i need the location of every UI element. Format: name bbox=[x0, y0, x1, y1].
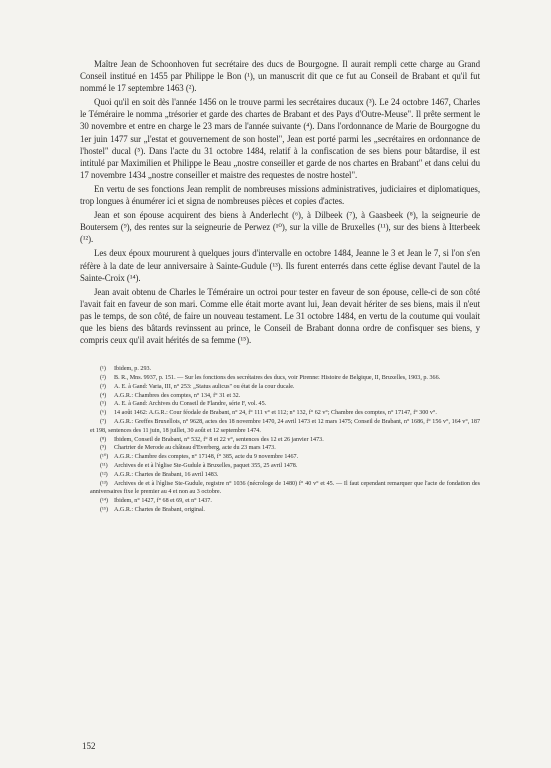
footnote: (⁹) Chartrier de Merode au château d'Everberg, acte du 23 mars 1473. bbox=[100, 445, 276, 452]
paragraph: Maître Jean de Schoonhoven fut secrétaire des ducs de Bourgogne. Il aurait rempli cette charge au Grand Conseil institué en 1455 par Philippe le Bon (¹), un manuscrit dit que ce fut au Conseil de Brabant et qu'il fut nommé le 17 septembre 1463 (²). bbox=[80, 59, 480, 94]
body-text bbox=[80, 58, 480, 346]
footnote: (¹²) A.G.R.: Chartes de Brabant, 16 avril 1483. bbox=[100, 471, 219, 478]
footnotes bbox=[80, 365, 480, 515]
footnote: (⁴) A.G.R.: Chambres des comptes, n° 134, f° 31 et 32. bbox=[100, 392, 241, 399]
footnote: (¹¹) Archives de et à l'église Ste-Gudule à Bruxelles, paquet 355, 25 avril 1478. bbox=[100, 462, 298, 469]
footnote: (¹) Ibidem, p. 293. bbox=[100, 366, 152, 373]
footnote: (¹³) Archives de et à l'église Ste-Gudule, registre n° 1036 (nécrologe de 1480) f° 40 v° et 45. — Il faut cependant remarquer que l'acte de fondation des anniversaires fixe le premier au 4 et non au 3 octobre. bbox=[90, 480, 480, 496]
paragraph: Quoi qu'il en soit dès l'année 1456 on le trouve parmi les secrétaires ducaux (³). Le 24 octobre 1467, Charles le Téméraire le nomma „trésorier et garde des chartes de Brabant et des Pays d'Outre-Meuse". Il prête serment le 30 novembre et entre en charge le 23 mars de l'année suivante (⁴). Dans l'ordonnance de Marie de Bourgogne du 1er juin 1477 sur „l'estat et gouvernement de son hostel", Jean est porté parmi les „secrétaires en ordonnance de l'hostel" ducal (⁵). Dans l'acte du 31 octobre 1484, relatif à la confiscation de ses biens pour bâtardise, il est intitulé par Maximilien et Philippe le Beau „nostre conseiller et garde de nos chartes en Brabant" et dans celui du 17 novembre 1434 „nostre conseiller et maistre des requestes de nostre hostel". bbox=[80, 97, 480, 180]
footnote: (¹⁴) Ibidem, n° 1427, f° 68 et 69, et n° 1437. bbox=[100, 498, 212, 505]
footnote: (⁸) Ibidem, Conseil de Brabant, n° 532, f° 8 et 22 v°, sentences des 12 et 26 janvier 1473. bbox=[100, 436, 324, 443]
footnote: (³) A. E. à Gand: Varia, III, n° 253: „Status aulicus" ou état de la cour ducale. bbox=[100, 383, 295, 390]
paragraph: Les deux époux moururent à quelques jours d'intervalle en octobre 1484, Jeanne le 3 et Jean le 7, si l'on s'en réfère à la date de leur anniversaire à Sainte-Gudule (¹³). Ils furent enterrés dans cette église devant l'autel de la Sainte-Croix (¹⁴). bbox=[80, 248, 480, 283]
paragraph: Jean et son épouse acquirent des biens à Anderlecht (⁶), à Dilbeek (⁷), à Gaasbeek (⁸), la seigneurie de Boutersem (⁹), des rentes sur la seigneurie de Perwez (¹⁰), sur la ville de Bruxelles (¹¹), sur des biens à Itterbeek (¹²). bbox=[80, 210, 480, 245]
footnote: (⁶) 14 août 1462: A.G.R.: Cour féodale de Brabant, n° 24, f° 111 v° et 112; n° 132, f° 62 v°; Chambre des comptes, n° 17147, f° 300 v°. bbox=[100, 410, 437, 417]
footnote: (⁵) A. E. à Gand: Archives du Conseil de Flandre, série F, vol. 45. bbox=[100, 401, 267, 408]
footnote: (⁷) A.G.R.: Greffes Bruxellois, n° 9628, actes des 18 novembre 1470, 24 avril 1473 et 12 mars 1475; Conseil de Brabant, n° 1686, f° 156 v°, 164 v°, 187 et 198, sentences des 11 juin, 18 juillet, 30 août et 12 septembre 1474. bbox=[90, 418, 480, 434]
page-number: 152 bbox=[82, 741, 96, 751]
footnote: (¹⁵) A.G.R.: Chartes de Brabant, original. bbox=[100, 506, 205, 513]
footnote: (¹⁰) A.G.R.: Chambre des comptes, n° 17148, f° 385, acte du 9 novembre 1467. bbox=[100, 454, 299, 461]
footnote: (²) B. R., Mns. 9937, p. 151. — Sur les fonctions des secrétaires des ducs, voir Pirenne: Histoire de Belgique, II, Bruxelles, 1903, p. 366. bbox=[100, 374, 441, 381]
paragraph: En vertu de ses fonctions Jean remplit de nombreuses missions administratives, judiciaires et diplomatiques, trop longues à énumérer ici et signa de nombreuses pièces et copies d'actes. bbox=[80, 183, 480, 207]
document-page bbox=[80, 58, 480, 515]
paragraph: Jean avait obtenu de Charles le Téméraire un octroi pour tester en faveur de son épouse, celle-ci de son côté l'avait fait en faveur de son mari. Comme elle était morte avant lui, Jean devait hériter de ses biens, mais il n'eut pas le temps, de son côté, de faire un nouveau testament. Le 31 octobre 1484, en vertu de la coutume qui voulait que les biens des bâtards revinssent au prince, le Conseil de Brabant donna ordre de confisquer ses biens, y compris ceux qu'il avait hérités de sa femme (¹⁵). bbox=[80, 286, 480, 346]
